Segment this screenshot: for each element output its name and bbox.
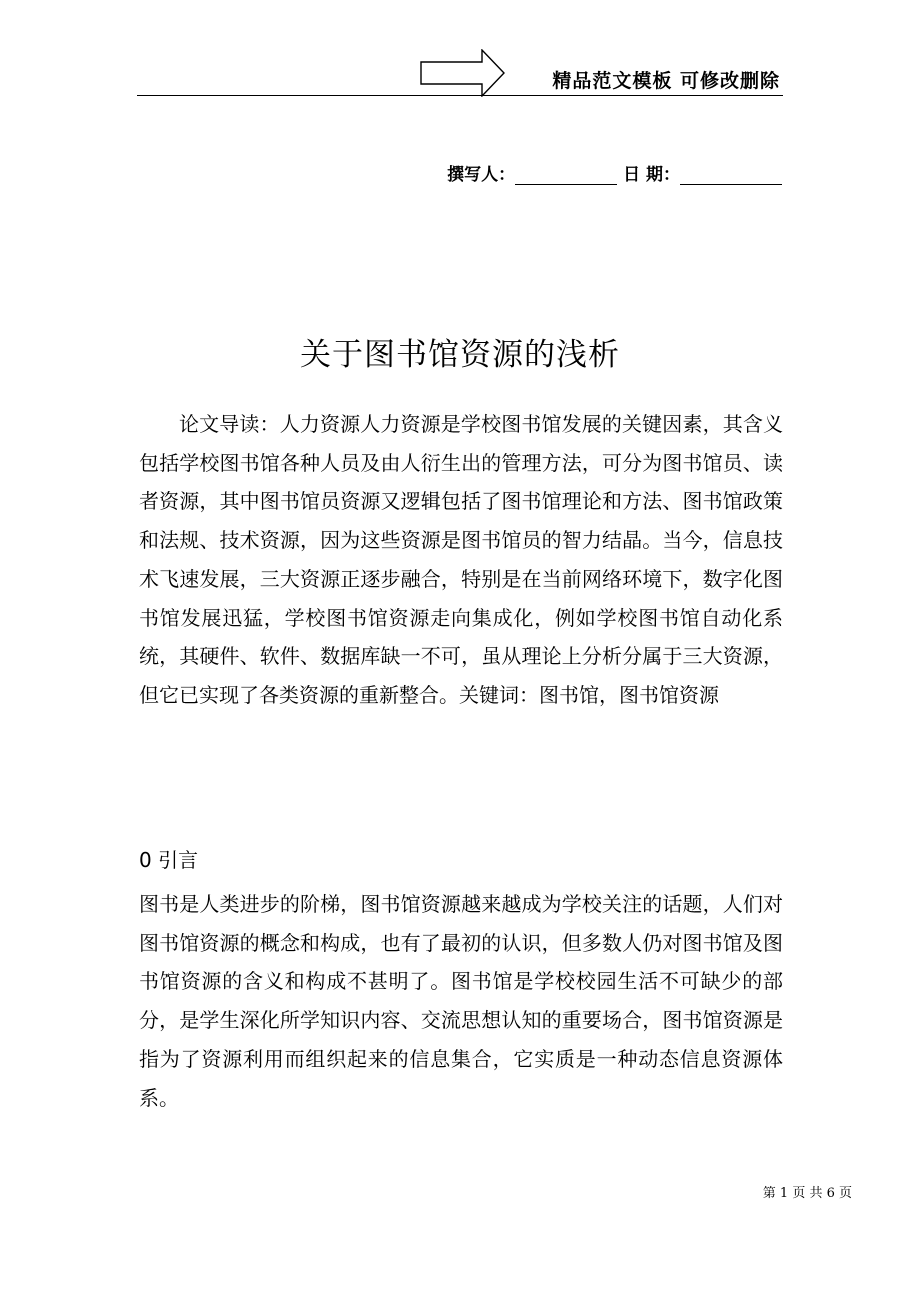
section-heading: 0 引言: [139, 848, 199, 872]
header-divider: [137, 95, 783, 96]
author-date-line: [447, 160, 782, 185]
abstract-paragraph: 论文导读：人力资源人力资源是学校图书馆发展的关键因素，其含义包括学校图书馆各种人员及由人衍生出的管理方法，可分为图书馆员、读者资源，其中图书馆员资源又逻辑包括了图书馆理论和方法、图书馆政策和法规、技术资源，因为这些资源是图书馆员的智力结晶。当今，信息技术飞速发展，三大资源正逐步融合，特别是在当前网络环境下，数字化图书馆发展迅猛，学校图书馆资源走向集成化，例如学校图书馆自动化系统，其硬件、软件、数据库缺一不可，虽从理论上分析分属于三大资源，但它已实现了各类资源的重新整合。关键词：图书馆，图书馆资源: [139, 412, 783, 707]
document-title: 关于图书馆资源的浅析: [300, 337, 620, 373]
intro-paragraph: 图书是人类进步的阶梯，图书馆资源越来越成为学校关注的话题，人们对图书馆资源的概念和构成，也有了最初的认识，但多数人仍对图书馆及图书馆资源的含义和构成不甚明了。图书馆是学校校园生活不可缺少的部分，是学生深化所学知识内容、交流思想认知的重要场合，图书馆资源是指为了资源利用而组织起来的信息集合，它实质是一种动态信息资源体系。: [139, 892, 783, 1110]
right-arrow-outline-icon: [420, 49, 506, 101]
author-label: 撰写人：: [447, 165, 516, 185]
template-banner: 精品范文模板 可修改删除: [552, 70, 780, 92]
date-blank: [680, 165, 782, 185]
author-blank: [515, 165, 617, 185]
date-label: 日 期：: [623, 165, 680, 185]
page-number: 第 1 页 共 6 页: [762, 1186, 852, 1201]
